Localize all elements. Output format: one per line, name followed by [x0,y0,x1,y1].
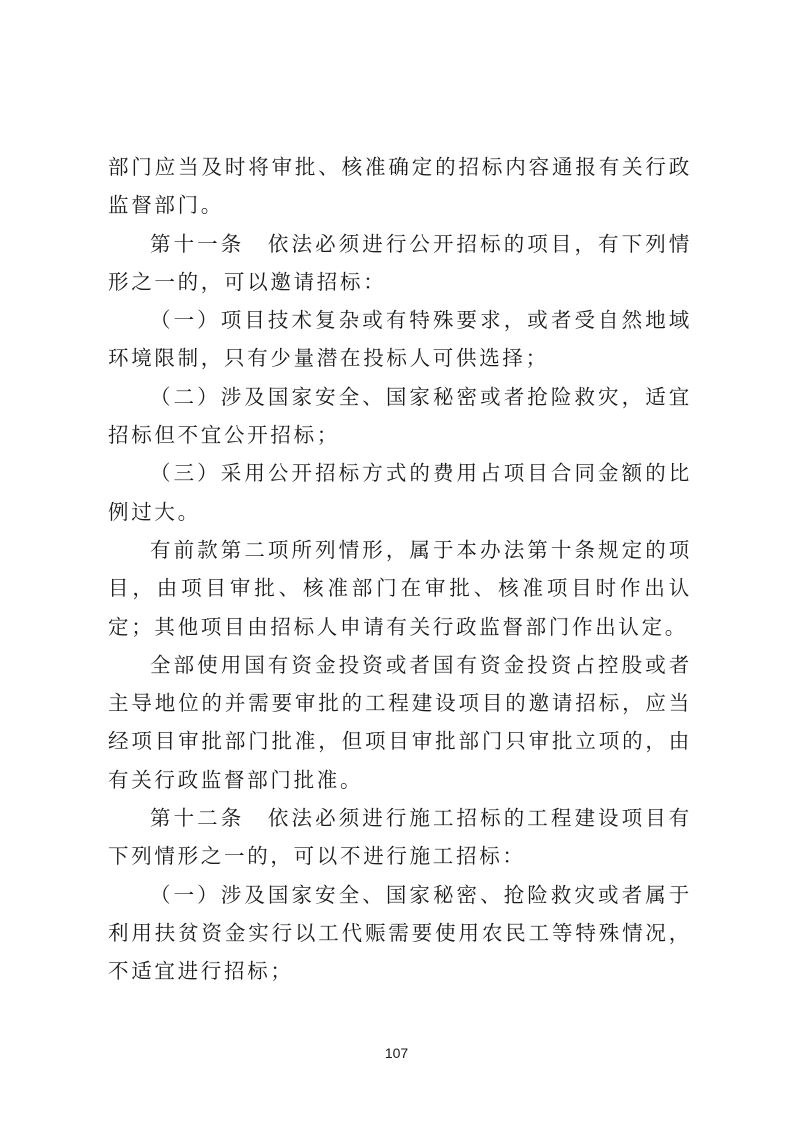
article-11-clause-3: 全部使用国有资金投资或者国有资金投资占控股或者主导地位的并需要审批的工程建设项目的邀请招标，应当经项目审批部门批准，但项目审批部门只审批立项的，由有关行政监督部门批准。 [108,652,692,792]
article-11-clause-2: 有前款第二项所列情形，属于本办法第十条规定的项目，由项目审批、核准部门在审批、核准项目时作出认定；其他项目由招标人申请有关行政监督部门作出认定。 [108,537,692,639]
paragraph-continuation: 部门应当及时将审批、核准确定的招标内容通报有关行政监督部门。 [108,155,692,218]
article-11-item-2: （二）涉及国家安全、国家秘密或者抢险救灾，适宜招标但不宜公开招标； [108,384,692,448]
article-12-heading-paragraph: 第十二条 依法必须进行施工招标的工程建设项目有下列情形之一的，可以不进行施工招标： [108,806,692,869]
article-11-heading-paragraph: 第十一条 依法必须进行公开招标的项目，有下列情形之一的，可以邀请招标： [108,231,692,294]
article-12-item-1: （一）涉及国家安全、国家秘密、抢险救灾或者属于利用扶贫资金实行以工代赈需要使用农民工等特殊情况，不适宜进行招标； [108,882,692,984]
article-11-item-1: （一）项目技术复杂或有特殊要求，或者受自然地域环境限制，只有少量潜在投标人可供选择； [108,308,692,371]
article-11-item-3: （三）采用公开招标方式的费用占项目合同金额的比例过大。 [108,461,692,524]
page-number: 107 [384,1045,409,1061]
document-body [108,148,692,991]
